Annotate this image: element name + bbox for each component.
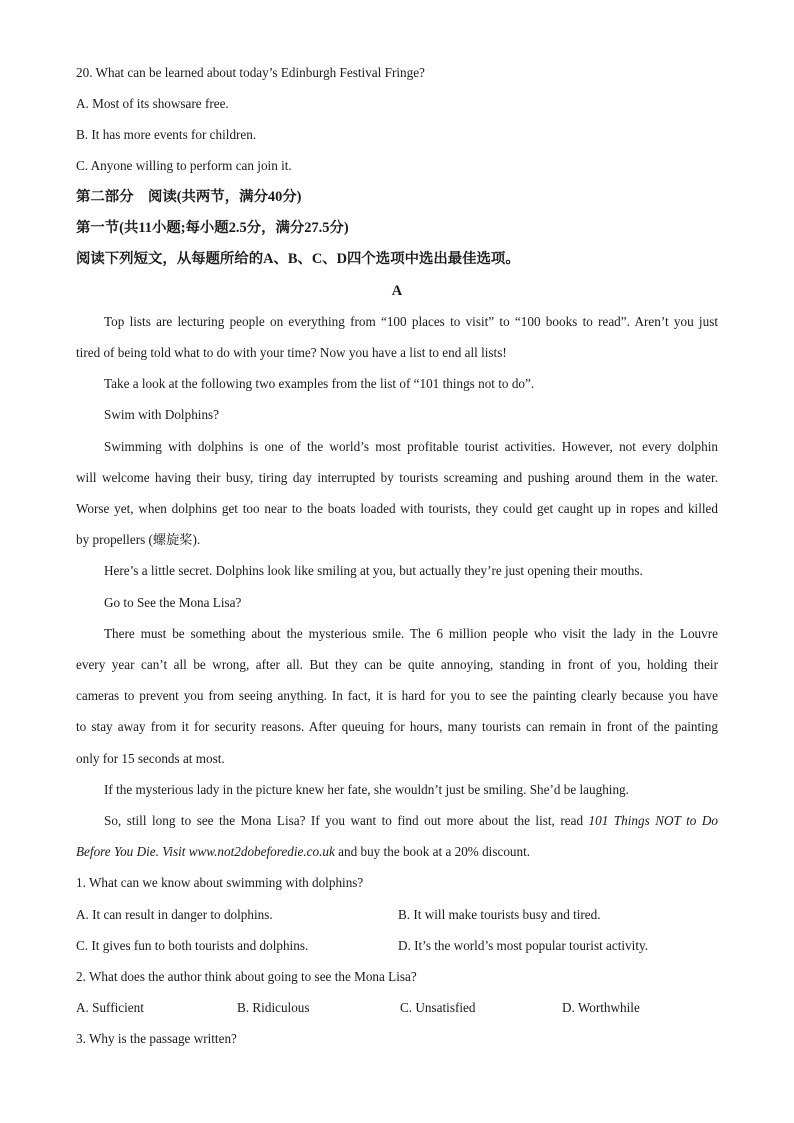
passage-line: will welcome having their busy, tiring day interrupted by tourists screaming and pushing around them in the water.	[76, 470, 718, 485]
question-2-stem: 2. What does the author think about going to see the Mona Lisa?	[76, 969, 417, 984]
passage-line: Here’s a little secret. Dolphins look like smiling at you, but actually they’re just opening their mouths.	[104, 563, 643, 578]
instruction: 阅读下列短文，从每题所给的A、B、C、D四个选项中选出最佳选项。	[76, 251, 520, 267]
book-title-and-website: Before You Die. Visit www.not2dobeforedie.co.uk	[76, 844, 335, 859]
passage-last-paragraph-line	[104, 812, 718, 830]
passage-line: every year can’t all be wrong, after all. But they can be quite annoying, standing in front of you, holding their	[76, 657, 718, 672]
passage-line: There must be something about the mysterious smile. The 6 million people who visit the lady in the Louvre	[104, 626, 718, 641]
question-2-option-a: A. Sufficient	[76, 1000, 144, 1015]
passage-text: and buy the book at a 20% discount.	[334, 844, 531, 859]
question-2-option-b: B. Ridiculous	[237, 1000, 310, 1015]
question-1-stem: 1. What can we know about swimming with dolphins?	[76, 875, 364, 890]
passage-line: Swimming with dolphins is one of the world’s most profitable tourist activities. However, not every dolphin	[104, 439, 718, 454]
book-title: 101 Things NOT to Do	[588, 813, 718, 828]
question-1-option-a: A. It can result in danger to dolphins.	[76, 907, 273, 922]
question-1-option-c: C. It gives fun to both tourists and dolphins.	[76, 938, 309, 953]
question-1-option-b: B. It will make tourists busy and tired.	[398, 907, 601, 922]
question-20-option-b: B. It has more events for children.	[76, 127, 257, 142]
passage-line: only for 15 seconds at most.	[76, 751, 225, 766]
part-heading: 第二部分 阅读(共两节，满分40分)	[76, 189, 302, 205]
passage-line: cameras to prevent you from seeing anything. In fact, it is hard for you to see the painting clearly because you have	[76, 688, 718, 703]
passage-line: tired of being told what to do with your time? Now you have a list to end all lists!	[76, 345, 507, 360]
question-2-option-d: D. Worthwhile	[562, 1000, 640, 1015]
passage-line: If the mysterious lady in the picture knew her fate, she wouldn’t just be smiling. She’d be laughing.	[104, 782, 629, 797]
passage-line: Take a look at the following two examples from the list of “101 things not to do”.	[104, 376, 535, 391]
question-20-stem: 20. What can be learned about today’s Edinburgh Festival Fringe?	[76, 65, 425, 80]
passage-subheading-dolphins: Swim with Dolphins?	[104, 407, 220, 422]
passage-line: Worse yet, when dolphins get too near to the boats loaded with tourists, they could get caught up in ropes and killed	[76, 501, 718, 516]
passage-last-paragraph-line	[76, 843, 718, 861]
passage-text: So, still long to see the Mona Lisa? If you want to find out more about the list, read	[104, 813, 589, 828]
question-1-option-d: D. It’s the world’s most popular tourist activity.	[398, 938, 649, 953]
section-heading: 第一节(共11小题;每小题2.5分，满分27.5分)	[76, 220, 349, 236]
question-20-option-c: C. Anyone willing to perform can join it.	[76, 158, 292, 173]
passage-line: Top lists are lecturing people on everything from “100 places to visit” to “100 books to read”. Aren’t you just	[104, 314, 718, 329]
question-20-option-a: A. Most of its showsare free.	[76, 96, 229, 111]
passage-line: to stay away from it for security reasons. After queuing for hours, many tourists can remain in front of the painting	[76, 719, 718, 734]
passage-label: A	[391, 283, 403, 299]
question-3-stem: 3. Why is the passage written?	[76, 1031, 237, 1046]
passage-line: by propellers (螺旋桨).	[76, 532, 201, 547]
passage-subheading-mona-lisa: Go to See the Mona Lisa?	[104, 595, 242, 610]
question-2-option-c: C. Unsatisfied	[400, 1000, 476, 1015]
